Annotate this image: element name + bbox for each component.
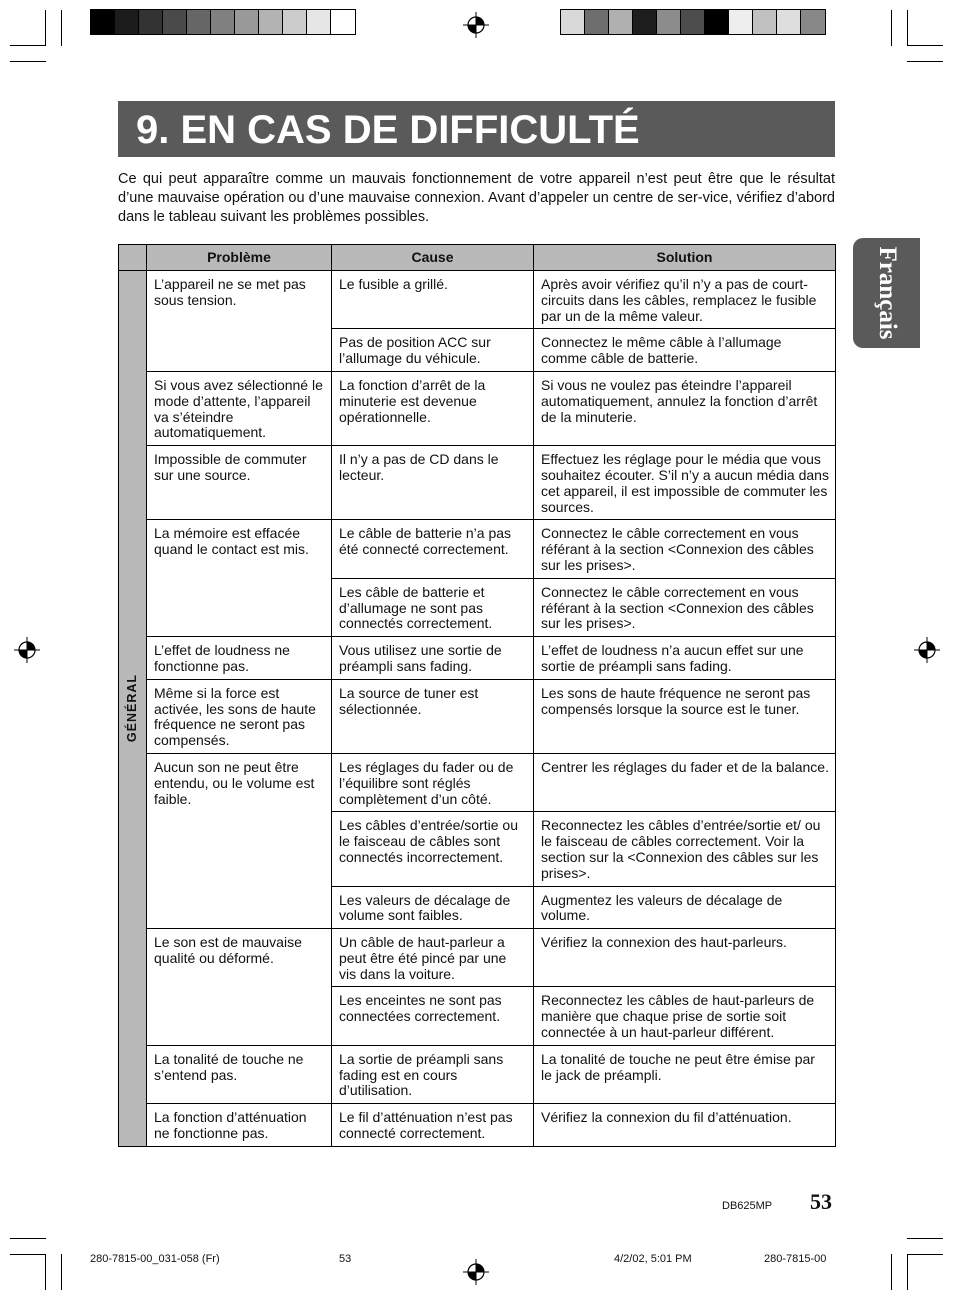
registration-mark-icon bbox=[463, 1259, 489, 1285]
language-tab bbox=[853, 238, 920, 348]
table-row bbox=[119, 371, 836, 445]
color-swatch bbox=[801, 10, 825, 34]
header-category bbox=[119, 245, 147, 271]
cause-cell: Le fil d’atténuation n’est pas connecté correctement. bbox=[332, 1104, 534, 1147]
slug-page: 53 bbox=[339, 1253, 352, 1265]
problem-cell: L’appareil ne se met pas sous tension. bbox=[147, 271, 332, 372]
cause-cell: La sortie de préampli sans fading est en cours d’utilisation. bbox=[332, 1045, 534, 1103]
header-cause: Cause bbox=[332, 245, 534, 271]
color-swatch bbox=[91, 10, 115, 34]
cause-cell: Les câble de batterie et d’allumage ne sont pas connectés correctement. bbox=[332, 578, 534, 636]
problem-cell: La fonction d’atténuation ne fonctionne pas. bbox=[147, 1104, 332, 1147]
problem-cell: L’effet de loudness ne fonctionne pas. bbox=[147, 637, 332, 680]
cause-cell: Les réglages du fader ou de l’équilibre sont réglés complètement d’un côté. bbox=[332, 753, 534, 811]
solution-cell: Augmentez les valeurs de décalage de volume. bbox=[534, 886, 836, 929]
table-row bbox=[119, 520, 836, 578]
table-row bbox=[119, 679, 836, 753]
color-swatch bbox=[609, 10, 633, 34]
color-swatch bbox=[561, 10, 585, 34]
table-row bbox=[119, 753, 836, 811]
table-header-row bbox=[119, 245, 836, 271]
color-swatch bbox=[729, 10, 753, 34]
color-swatch bbox=[331, 10, 355, 34]
slug-filename: 280-7815-00_031-058 (Fr) bbox=[90, 1253, 220, 1265]
color-swatch bbox=[753, 10, 777, 34]
troubleshooting-table bbox=[118, 244, 836, 1147]
problem-cell: La tonalité de touche ne s’entend pas. bbox=[147, 1045, 332, 1103]
solution-cell: Connectez le même câble à l’allumage comme câble de batterie. bbox=[534, 329, 836, 372]
color-swatch bbox=[633, 10, 657, 34]
cause-cell: Les enceintes ne sont pas connectées correctement. bbox=[332, 987, 534, 1045]
table-row bbox=[119, 1104, 836, 1147]
registration-mark-icon bbox=[914, 637, 940, 663]
color-swatch bbox=[585, 10, 609, 34]
problem-cell: La mémoire est effacée quand le contact est mis. bbox=[147, 520, 332, 637]
intro-paragraph: Ce qui peut apparaître comme un mauvais fonctionnement de votre appareil n’est peut être que le résultat d’une mauvaise opération ou d’une mauvaise connexion. Avant d’appeler un centre de ser-vice, vérifiez d’abord dans le tableau suivant les problèmes possibles. bbox=[118, 171, 835, 225]
color-bar-left bbox=[90, 9, 356, 35]
color-swatch bbox=[681, 10, 705, 34]
problem-cell: Si vous avez sélectionné le mode d’attente, l’appareil va s’éteindre automatiquement. bbox=[147, 371, 332, 445]
category-cell bbox=[119, 271, 147, 1147]
solution-cell: Connectez le câble correctement en vous référant à la section <Connexion des câbles sur les prises>. bbox=[534, 520, 836, 578]
solution-cell: La tonalité de touche ne peut être émise par le jack de préampli. bbox=[534, 1045, 836, 1103]
solution-cell: Centrer les réglages du fader et de la balance. bbox=[534, 753, 836, 811]
table-row bbox=[119, 637, 836, 680]
registration-mark-icon bbox=[14, 637, 40, 663]
table-row bbox=[119, 446, 836, 520]
table-row bbox=[119, 271, 836, 329]
registration-mark-icon bbox=[463, 12, 489, 38]
color-swatch bbox=[139, 10, 163, 34]
cause-cell: Le fusible a grillé. bbox=[332, 271, 534, 329]
problem-cell: Le son est de mauvaise qualité ou déformé. bbox=[147, 929, 332, 1046]
problem-cell: Aucun son ne peut être entendu, ou le volume est faible. bbox=[147, 753, 332, 928]
color-swatch bbox=[259, 10, 283, 34]
cause-cell: Pas de position ACC sur l’allumage du véhicule. bbox=[332, 329, 534, 372]
color-bar-right bbox=[560, 9, 826, 35]
solution-cell: Effectuez les réglage pour le média que vous souhaitez écouter. S’il n’y a aucun média dans cet appareil, il est impossible de commuter les sources. bbox=[534, 446, 836, 520]
slug-date: 4/2/02, 5:01 PM bbox=[614, 1253, 692, 1265]
problem-cell: Même si la force est activée, les sons de haute fréquence ne seront pas compensés. bbox=[147, 679, 332, 753]
color-swatch bbox=[657, 10, 681, 34]
solution-cell: Les sons de haute fréquence ne seront pas compensés lorsque la source est le tuner. bbox=[534, 679, 836, 753]
table-row bbox=[119, 929, 836, 987]
header-problem: Problème bbox=[147, 245, 332, 271]
page-number: 53 bbox=[810, 1189, 832, 1214]
solution-cell: Après avoir vérifiez qu’il n’y a pas de court-circuits dans les câbles, remplacez le fusible par un de la même valeur. bbox=[534, 271, 836, 329]
cause-cell: Un câble de haut-parleur a peut être été pincé par une vis dans la voiture. bbox=[332, 929, 534, 987]
language-tab-label: Français bbox=[873, 246, 901, 340]
solution-cell: Reconnectez les câbles de haut-parleurs de manière que chaque prise de sortie soit connectée à un haut-parleur différent. bbox=[534, 987, 836, 1045]
color-swatch bbox=[705, 10, 729, 34]
color-swatch bbox=[115, 10, 139, 34]
table-row bbox=[119, 1045, 836, 1103]
color-swatch bbox=[777, 10, 801, 34]
header-solution: Solution bbox=[534, 245, 836, 271]
color-swatch bbox=[187, 10, 211, 34]
solution-cell: L’effet de loudness n’a aucun effet sur une sortie de préampli sans fading. bbox=[534, 637, 836, 680]
model-number: DB625MP bbox=[722, 1200, 773, 1212]
color-swatch bbox=[211, 10, 235, 34]
color-swatch bbox=[283, 10, 307, 34]
solution-cell: Connectez le câble correctement en vous référant à la section <Connexion des câbles sur les prises>. bbox=[534, 578, 836, 636]
solution-cell: Vérifiez la connexion des haut-parleurs. bbox=[534, 929, 836, 987]
color-swatch bbox=[235, 10, 259, 34]
cause-cell: Vous utilisez une sortie de préampli sans fading. bbox=[332, 637, 534, 680]
slug-code: 280-7815-00 bbox=[764, 1253, 827, 1265]
page-title: 9. EN CAS DE DIFFICULTÉ bbox=[118, 101, 835, 157]
problem-cell: Impossible de commuter sur une source. bbox=[147, 446, 332, 520]
cause-cell: La source de tuner est sélectionnée. bbox=[332, 679, 534, 753]
color-swatch bbox=[163, 10, 187, 34]
cause-cell: Le câble de batterie n’a pas été connecté correctement. bbox=[332, 520, 534, 578]
solution-cell: Reconnectez les câbles d’entrée/sortie et/ ou le faisceau de câbles correctement. Voir la section sur la <Connexion des câbles sur les prises>. bbox=[534, 812, 836, 886]
solution-cell: Si vous ne voulez pas éteindre l’appareil automatiquement, annulez la fonction d’arrêt de la minuterie. bbox=[534, 371, 836, 445]
color-swatch bbox=[307, 10, 331, 34]
cause-cell: La fonction d’arrêt de la minuterie est devenue opérationnelle. bbox=[332, 371, 534, 445]
cause-cell: Les câbles d’entrée/sortie ou le faisceau de câbles sont connectés incorrectement. bbox=[332, 812, 534, 886]
cause-cell: Les valeurs de décalage de volume sont faibles. bbox=[332, 886, 534, 929]
category-label: GÉNÉRAL bbox=[124, 674, 139, 743]
cause-cell: Il n’y a pas de CD dans le lecteur. bbox=[332, 446, 534, 520]
solution-cell: Vérifiez la connexion du fil d’atténuation. bbox=[534, 1104, 836, 1147]
